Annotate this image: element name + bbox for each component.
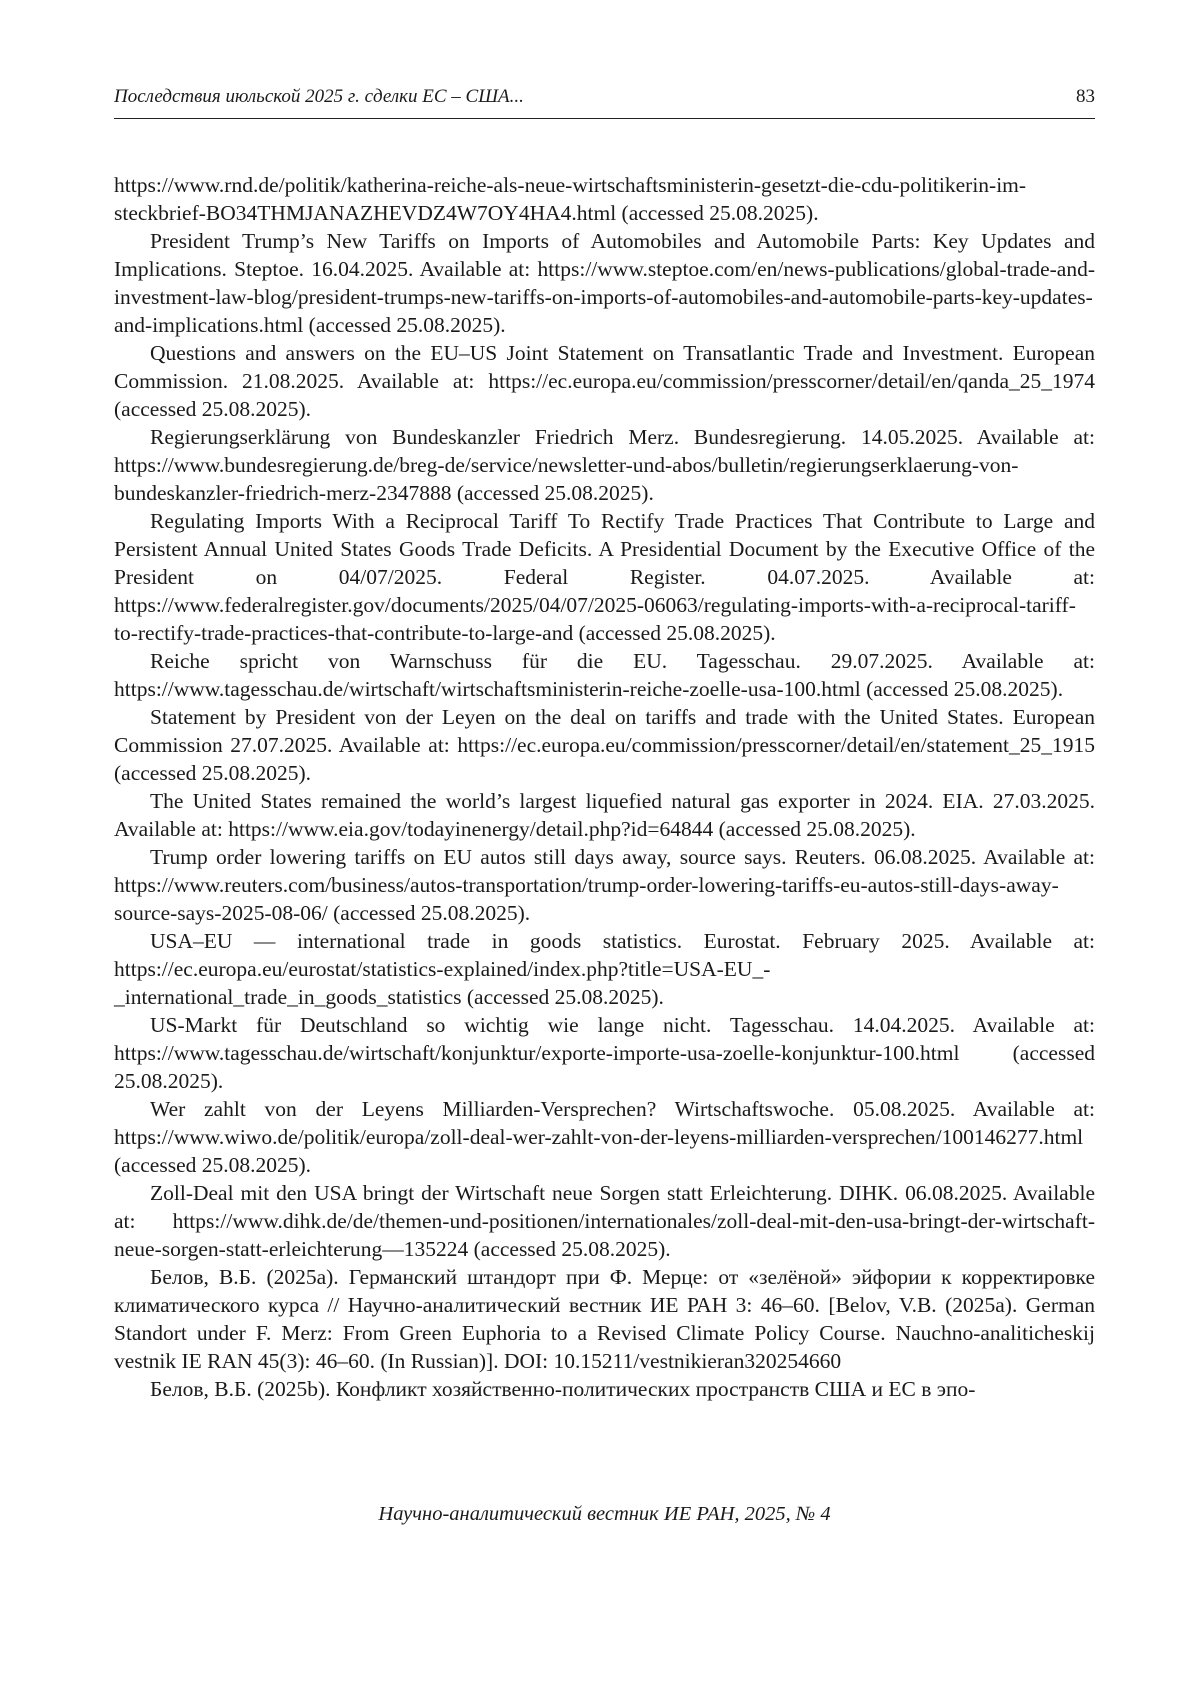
reference-item: US-Markt für Deutschland so wichtig wie lange nicht. Tagesschau. 14.04.2025. Available at: https://www.tagesschau.de/wirtschaft/konjunktur/exporte-importe-usa-zoelle-konjunktur-100.html (accessed 25.08.2025).: [114, 1013, 1095, 1093]
journal-footer: Научно-аналитический вестник ИЕ РАН, 2025, № 4: [378, 1503, 831, 1525]
reference-item: https://www.rnd.de/politik/katherina-reiche-als-neue-wirtschaftsministerin-gesetzt-die-cdu-politikerin-im-steckbrief-BO34THMJANAZHEVDZ4W7OY4HA4.html (accessed 25.08.2025).: [114, 173, 1027, 225]
running-title: Последствия июльской 2025 г. сделки ЕС – США...: [114, 86, 524, 107]
reference-item: Trump order lowering tariffs on EU autos still days away, source says. Reuters. 06.08.2025. Available at: https://www.reuters.com/business/autos-transportation/trump-order-lowering-tariffs-eu-autos-still-days-away-source-says-2025-08-06/ (accessed 25.08.2025).: [114, 845, 1095, 925]
reference-item: Regulating Imports With a Reciprocal Tariff To Rectify Trade Practices That Contribute to Large and Persistent Annual United States Goods Trade Deficits. A Presidential Document by the Executive Office of the President on 04/07/2025. Federal Register. 04.07.2025. Available at: https://www.federalregister.gov/documents/2025/04/07/2025-06063/regulating-imports-with-a-reciprocal-tariff-to-rectify-trade-practices-that-contribute-to-large-and (accessed 25.08.2025).: [114, 509, 1095, 645]
reference-item: Statement by President von der Leyen on the deal on tariffs and trade with the United States. European Commission 27.07.2025. Available at: https://ec.europa.eu/commission/presscorner/detail/en/statement_25_1915 (accessed 25.08.2025).: [114, 705, 1095, 785]
reference-item: Белов, В.Б. (2025b). Конфликт хозяйственно-политических пространств США и ЕС в эпо-: [150, 1377, 976, 1401]
reference-item: USA–EU — international trade in goods statistics. Eurostat. February 2025. Available at: https://ec.europa.eu/eurostat/statistics-explained/index.php?title=USA-EU_-_international_trade_in_goods_statistics (accessed 25.08.2025).: [114, 929, 1095, 1009]
page-number: 83: [1076, 86, 1095, 107]
reference-item: Questions and answers on the EU–US Joint Statement on Transatlantic Trade and Investment. European Commission. 21.08.2025. Available at: https://ec.europa.eu/commission/presscorner/detail/en/qanda_25_1974 (accessed 25.08.2025).: [114, 341, 1095, 421]
reference-item: The United States remained the world’s largest liquefied natural gas exporter in 2024. EIA. 27.03.2025. Available at: https://www.eia.gov/todayinenergy/detail.php?id=64844 (accessed 25.08.2025).: [114, 789, 1095, 841]
reference-item: Zoll-Deal mit den USA bringt der Wirtschaft neue Sorgen statt Erleichterung. DIHK. 06.08.2025. Available at: https://www.dihk.de/de/themen-und-positionen/internationales/zoll-deal-mit-den-usa-bringt-der-wirtschaft-neue-sorgen-statt-erleichterung—135224 (accessed 25.08.2025).: [114, 1181, 1095, 1261]
reference-item: President Trump’s New Tariffs on Imports of Automobiles and Automobile Parts: Key Updates and Implications. Steptoe. 16.04.2025. Available at: https://www.steptoe.com/en/news-publications/global-trade-and-investment-law-blog/president-trumps-new-tariffs-on-imports-of-automobiles-and-automobile-parts-key-updates-and-implications.html (accessed 25.08.2025).: [114, 229, 1095, 337]
reference-item: Regierungserklärung von Bundeskanzler Friedrich Merz. Bundesregierung. 14.05.2025. Available at: https://www.bundesregierung.de/breg-de/service/newsletter-und-abos/bulletin/regierungserklaerung-von-bundeskanzler-friedrich-merz-2347888 (accessed 25.08.2025).: [114, 425, 1095, 505]
reference-list: [114, 171, 1095, 1403]
reference-item: Reiche spricht von Warnschuss für die EU. Tagesschau. 29.07.2025. Available at: https://www.tagesschau.de/wirtschaft/wirtschaftsministerin-reiche-zoelle-usa-100.html (accessed 25.08.2025).: [114, 649, 1095, 701]
reference-item: Белов, В.Б. (2025a). Германский штандорт при Ф. Мерце: от «зелёной» эйфории к корректировке климатического курса // Научно-аналитический вестник ИЕ РАН 3: 46–60. [Belov, V.B. (2025a). German Standort under F. Merz: From Green Euphoria to a Revised Climate Policy Course. Nauchno-analiticheskij vestnik IE RAN 45(3): 46–60. (In Russian)]. DOI: 10.15211/vestnikieran320254660: [114, 1265, 1095, 1373]
reference-item: Wer zahlt von der Leyens Milliarden-Versprechen? Wirtschaftswoche. 05.08.2025. Available at: https://www.wiwo.de/politik/europa/zoll-deal-wer-zahlt-von-der-leyens-milliarden-versprechen/100146277.html (accessed 25.08.2025).: [114, 1097, 1095, 1177]
running-head: [114, 82, 1095, 119]
